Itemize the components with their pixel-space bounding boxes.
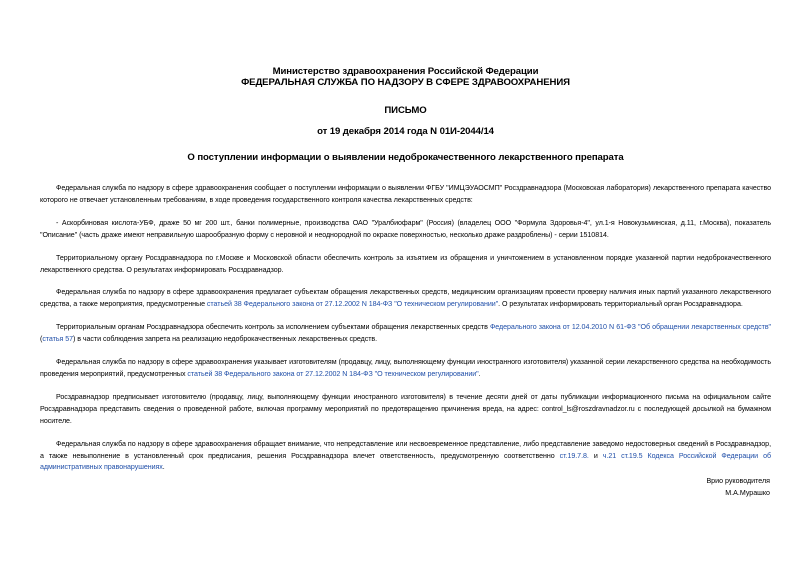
paragraph-5 <box>40 322 771 346</box>
paragraph-2: - Аскорбиновая кислота-УБФ, драже 50 мг 200 шт., банки полимерные, производства ОАО "Уралбиофарм" (Россия) (владелец ООО "Формула Здоровья-4", ул.1-я Новокузьминская, д.11, г.Москва), показатель "Описание" (часть драже имеют неправильную шарообразную форму с неровной и неоднородной по окраске поверхностью, несколько драже раздроблены) - серии 1510814. <box>40 218 771 239</box>
law-61-link[interactable]: Федерального закона от 12.04.2010 N 61-ФЗ "Об обращении лекарственных средств" <box>489 323 772 332</box>
paragraph-6-text-before: Федеральная служба по надзору в сфере здравоохранения указывает изготовителям (продавцу, лицу, выполняющему функции иностранного изготовителя) указанной серии лекарственного средства на необходимость проведения мероприятий, предусмотренных <box>40 358 771 378</box>
document-date: от 19 декабря 2014 года N 01И-2044/14 <box>317 126 494 137</box>
law-184-article-38-link-2[interactable]: статьей 38 Федерального закона от 27.12.2002 N 184-ФЗ "О техническом регулировании" <box>187 369 479 378</box>
signature-block <box>706 476 770 499</box>
paragraph-8 <box>40 439 771 475</box>
paragraph-5-text-before: Территориальным органам Росздравнадзора обеспечить контроль за исполнением субъектами обращения лекарственных средств <box>56 323 490 332</box>
paragraph-4 <box>40 287 771 311</box>
paragraph-6 <box>40 357 771 381</box>
document-title: О поступлении информации о выявлении недоброкачественного лекарственного препарата <box>187 152 624 163</box>
paragraph-1: Федеральная служба по надзору в сфере здравоохранения сообщает о поступлении информации о выявлении ФГБУ "ИМЦЭУАОСМП" Росздравнадзора (Московская лаборатория) лекарственного препарата качество которого не отвечает установленным требованиям, в ходе проведения государственного контроля качества лекарственных средств: <box>40 184 771 204</box>
paragraph-8-text-before: Федеральная служба по надзору в сфере здравоохранения обращает внимание, что непредставление или несвоевременное представление, либо представление заведомо недостоверных сведений в Росздравнадзор, а также невыполнение в установленный срок предписания, решения Росздравнадзора влечет ответственность, предусмотренную соответственно <box>40 439 771 460</box>
law-184-article-38-link[interactable]: статьей 38 Федерального закона от 27.12.2002 N 184-ФЗ "О техническом регулировании" <box>206 300 499 309</box>
article-19-7-8-link[interactable]: ст.19.7.8. <box>559 451 589 460</box>
article-57-link[interactable]: статья 57 <box>42 335 74 344</box>
koap-article-19-5-link[interactable]: ч.21 ст.19.5 Кодекса Российской Федерации об административных правонарушениях <box>40 451 771 472</box>
paragraph-4-text-after: . О результатах информировать территориальный орган Росздравнадзора. <box>498 300 743 309</box>
document-type: ПИСЬМО <box>384 105 427 116</box>
paragraph-4-text-before: Федеральная служба по надзору в сфере здравоохранения предлагает субъектам обращения лекарственных средств, медицинским организациям провести проверку наличия иных партий указанного лекарственного средства, а также мероприятия, предусмотренные <box>40 288 771 309</box>
paragraph-5-text-mid: ( <box>40 335 43 344</box>
signature-name: М.А.Мурашко <box>725 488 770 497</box>
signature-position: Врио руководителя <box>706 477 770 485</box>
ministry-name: Министерство здравоохранения Российской Федерации <box>272 66 539 77</box>
paragraph-8-text-mid: и <box>588 451 603 460</box>
paragraph-7: Росздравнадзор предписывает изготовителю (продавцу, лицу, выполняющему функции иностранного изготовителя) в течение десяти дней от даты публикации информационного письма на официальном сайте Росздравнадзора представить сведения о проведенной работе, включая программу мероприятий по предотвращению причинения вреда, на адрес: control_ls@roszdravnadzor.ru с последующей досылкой на бумажном носителе. <box>40 392 771 425</box>
paragraph-5-text-after: ) в части соблюдения запрета на реализацию недоброкачественных лекарственных средств. <box>73 335 378 344</box>
service-name: ФЕДЕРАЛЬНАЯ СЛУЖБА ПО НАДЗОРУ В СФЕРЕ ЗДРАВООХРАНЕНИЯ <box>241 77 570 88</box>
paragraph-6-text-after: . <box>478 369 481 378</box>
paragraph-3: Территориальному органу Росздравнадзора по г.Москве и Московской области обеспечить контроль за изъятием из обращения и уничтожением в установленном порядке указанной партии недоброкачественного лекарственного средства. О результатах информировать Росздравнадзор. <box>40 253 771 274</box>
paragraph-8-text-after: . <box>162 463 165 472</box>
